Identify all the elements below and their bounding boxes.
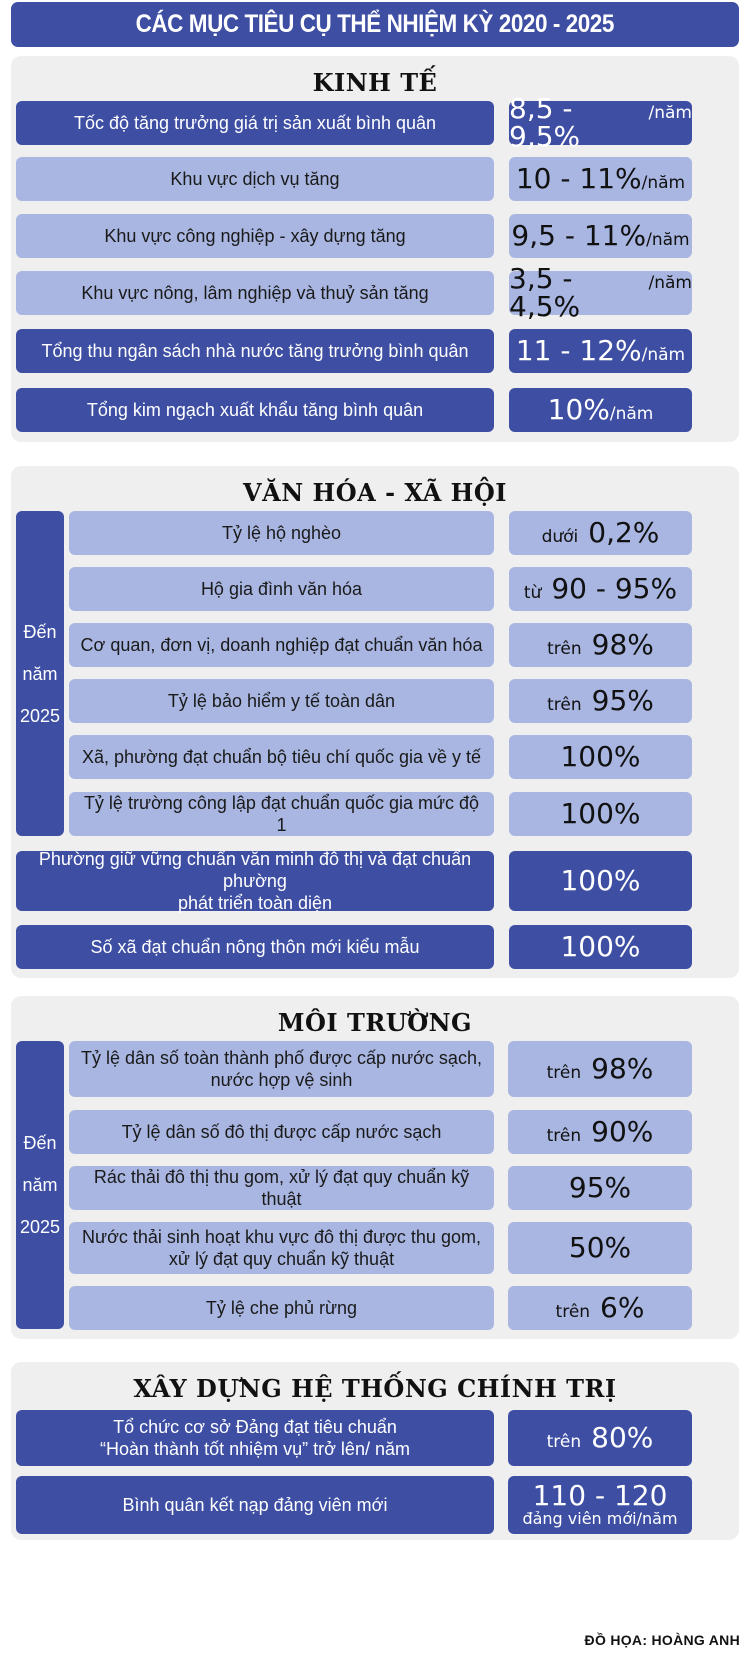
section-environment [11, 996, 739, 1339]
economy-label-2: Khu vực công nghiệp - xây dựng tăng [16, 214, 494, 258]
economy-value-0-unit: /năm [648, 103, 692, 123]
economy-value-1 [509, 157, 692, 201]
environment-label-2: Rác thải đô thị thu gom, xử lý đạt quy chuẩn kỹ thuật [69, 1166, 494, 1210]
economy-value-2 [509, 214, 692, 258]
environment-label-3-line1: Nước thải sinh hoạt khu vực đô thị được thu gom, [82, 1227, 481, 1247]
environment-value-4 [508, 1286, 692, 1330]
section-economy [11, 56, 739, 442]
economy-label-4: Tổng thu ngân sách nhà nước tăng trưởng bình quân [16, 329, 494, 373]
politics-value-0 [508, 1410, 692, 1466]
politics-value-0-number: 80% [591, 1421, 654, 1454]
culture-label-2: Cơ quan, đơn vị, doanh nghiệp đạt chuẩn văn hóa [69, 623, 494, 667]
economy-value-3-number: 3,5 - 4,5% [509, 262, 581, 323]
culture-value-5-number: 100% [560, 797, 641, 830]
culture-value-0-prefix: dưới [541, 527, 579, 547]
economy-value-4-number: 11 - 12% [515, 334, 642, 367]
economy-value-1-unit: /năm [641, 173, 686, 193]
environment-value-3 [508, 1222, 692, 1274]
environment-year-label-line2: năm [22, 1175, 58, 1195]
culture-extra-value-1 [509, 925, 692, 969]
culture-value-5 [509, 792, 692, 836]
culture-year-label [16, 511, 64, 836]
economy-label-5: Tổng kim ngạch xuất khẩu tăng bình quân [16, 388, 494, 432]
economy-value-4-unit: /năm [641, 345, 686, 365]
economy-value-5 [509, 388, 692, 432]
culture-value-0-number: 0,2% [588, 516, 660, 549]
culture-extra-label-0 [16, 851, 494, 911]
section-culture [11, 466, 739, 978]
culture-value-2-number: 98% [591, 628, 654, 661]
culture-label-4: Xã, phường đạt chuẩn bộ tiêu chí quốc gia về y tế [69, 735, 494, 779]
environment-label-0-line2: nước hợp vệ sinh [210, 1070, 353, 1090]
section-title-culture: VĂN HÓA - XÃ HỘI [243, 478, 507, 507]
economy-value-5-unit: /năm [609, 404, 654, 424]
economy-value-1-number: 10 - 11% [515, 162, 642, 195]
culture-value-3-prefix: trên [547, 695, 582, 715]
economy-value-2-unit: /năm [646, 230, 690, 250]
politics-label-1: Bình quân kết nạp đảng viên mới [16, 1476, 494, 1534]
environment-label-4: Tỷ lệ che phủ rừng [69, 1286, 494, 1330]
environment-label-1: Tỷ lệ dân số đô thị được cấp nước sạch [69, 1110, 494, 1154]
environment-value-3-number: 50% [568, 1231, 632, 1264]
culture-label-1: Hộ gia đình văn hóa [69, 567, 494, 611]
economy-value-0-number: 8,5 - 9,5% [509, 92, 581, 153]
culture-extra-value-0 [509, 851, 692, 911]
section-politics [11, 1362, 739, 1540]
economy-value-5-number: 10% [547, 393, 610, 426]
economy-value-4 [509, 329, 692, 373]
culture-year-label-line1: Đến [23, 621, 57, 642]
politics-label-0-line1: Tổ chức cơ sở Đảng đạt tiêu chuẩn [113, 1417, 397, 1437]
economy-label-0: Tốc độ tăng trưởng giá trị sản xuất bình quân [16, 101, 494, 145]
culture-value-1-prefix: từ [523, 583, 542, 603]
environment-label-0 [69, 1041, 494, 1097]
culture-value-3 [509, 679, 692, 723]
culture-extra-value-0-number: 100% [560, 864, 641, 897]
economy-value-3-unit: /năm [648, 273, 692, 293]
economy-value-0 [509, 92, 692, 153]
environment-year-label-line3: 2025 [19, 1217, 61, 1237]
environment-label-3 [69, 1222, 494, 1274]
economy-label-3: Khu vực nông, lâm nghiệp và thuỷ sản tăng [16, 271, 494, 315]
environment-label-3-line2: xử lý đạt quy chuẩn kỹ thuật [168, 1249, 395, 1269]
economy-value-3 [509, 262, 692, 323]
culture-value-2 [509, 623, 692, 667]
culture-label-0: Tỷ lệ hộ nghèo [69, 511, 494, 555]
culture-year-label-line2: năm [22, 663, 58, 684]
politics-value-1-subtext: đảng viên mới/năm [522, 1509, 678, 1528]
environment-value-2-number: 95% [568, 1171, 632, 1204]
politics-label-0 [16, 1410, 494, 1466]
culture-extra-label-0-line2: phát triển toàn diện [177, 893, 333, 913]
environment-label-0-line1: Tỷ lệ dân số toàn thành phố được cấp nước sạch, [81, 1048, 482, 1068]
page-title [11, 2, 739, 47]
section-title-economy: KINH TẾ [312, 68, 438, 97]
culture-value-4 [509, 735, 692, 779]
environment-value-0 [508, 1041, 692, 1097]
culture-year-label-line3: 2025 [19, 705, 61, 726]
environment-value-4-prefix: trên [555, 1302, 591, 1322]
culture-value-1-number: 90 - 95% [551, 572, 678, 605]
environment-year-label-line1: Đến [23, 1133, 57, 1153]
economy-label-1: Khu vực dịch vụ tăng [16, 157, 494, 201]
politics-value-1 [508, 1476, 692, 1534]
graphic-credit: ĐỒ HỌA: HOÀNG ANH [584, 1632, 740, 1648]
environment-value-4-number: 6% [600, 1291, 645, 1324]
environment-value-0-number: 98% [591, 1052, 654, 1085]
culture-value-3-number: 95% [591, 684, 654, 717]
section-title-politics: XÂY DỰNG HỆ THỐNG CHÍNH TRỊ [133, 1374, 617, 1403]
culture-label-3: Tỷ lệ bảo hiểm y tế toàn dân [69, 679, 494, 723]
culture-extra-label-1: Số xã đạt chuẩn nông thôn mới kiểu mẫu [16, 925, 494, 969]
environment-value-1-prefix: trên [546, 1126, 582, 1146]
culture-value-4-number: 100% [560, 740, 641, 773]
politics-value-0-prefix: trên [546, 1432, 582, 1452]
culture-label-5: Tỷ lệ trường công lập đạt chuẩn quốc gia mức độ 1 [69, 792, 494, 836]
economy-value-2-number: 9,5 - 11% [511, 219, 647, 252]
politics-label-0-line2: “Hoàn thành tốt nhiệm vụ” trở lên/ năm [100, 1439, 410, 1459]
politics-value-1-number: 110 - 120 [532, 1479, 668, 1512]
culture-extra-value-1-number: 100% [560, 930, 641, 963]
environment-year-label [16, 1041, 64, 1329]
environment-value-2 [508, 1166, 692, 1210]
culture-value-2-prefix: trên [547, 639, 582, 659]
culture-value-1 [509, 567, 692, 611]
environment-value-1 [508, 1110, 692, 1154]
section-title-environment: MÔI TRƯỜNG [277, 1008, 473, 1037]
culture-value-0 [509, 511, 692, 555]
page-title-text: CÁC MỤC TIÊU CỤ THỂ NHIỆM KỲ 2020 - 2025 [135, 10, 615, 38]
environment-value-1-number: 90% [591, 1115, 654, 1148]
culture-extra-label-0-line1: Phường giữ vững chuẩn văn minh đô thị và đạt chuẩn phường [38, 849, 472, 891]
environment-value-0-prefix: trên [546, 1063, 582, 1083]
